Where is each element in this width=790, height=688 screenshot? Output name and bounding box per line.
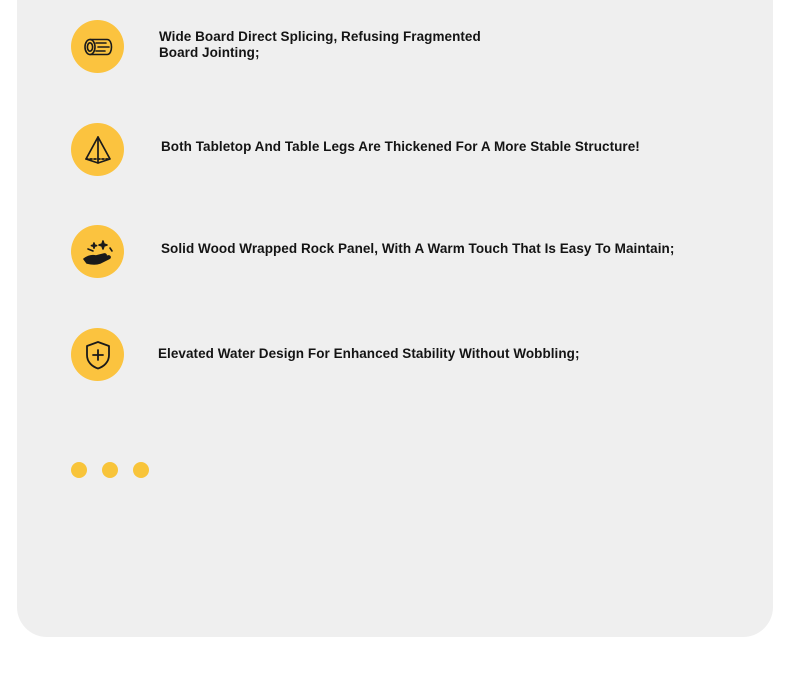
- feature-text: Solid Wood Wrapped Rock Panel, With A Warm Touch That Is Easy To Maintain;: [161, 241, 675, 256]
- pyramid-icon: [71, 123, 124, 176]
- feature-item: [17, 221, 773, 281]
- features-panel: [17, 0, 773, 637]
- shield-plus-icon: [71, 328, 124, 381]
- pagination-dot[interactable]: [102, 462, 118, 478]
- feature-item: [17, 16, 773, 76]
- pagination-dots: [71, 462, 149, 480]
- pagination-dot[interactable]: [71, 462, 87, 478]
- feature-text: Elevated Water Design For Enhanced Stability Without Wobbling;: [158, 346, 580, 361]
- feature-text: Both Tabletop And Table Legs Are Thickened For A More Stable Structure!: [161, 139, 640, 154]
- pagination-dot[interactable]: [133, 462, 149, 478]
- hand-sparkle-icon: [71, 225, 124, 278]
- feature-text: Wide Board Direct Splicing, Refusing Fragmented Board Jointing;: [159, 29, 481, 60]
- feature-item: [17, 324, 773, 384]
- log-icon: [71, 20, 124, 73]
- feature-item: [17, 119, 773, 179]
